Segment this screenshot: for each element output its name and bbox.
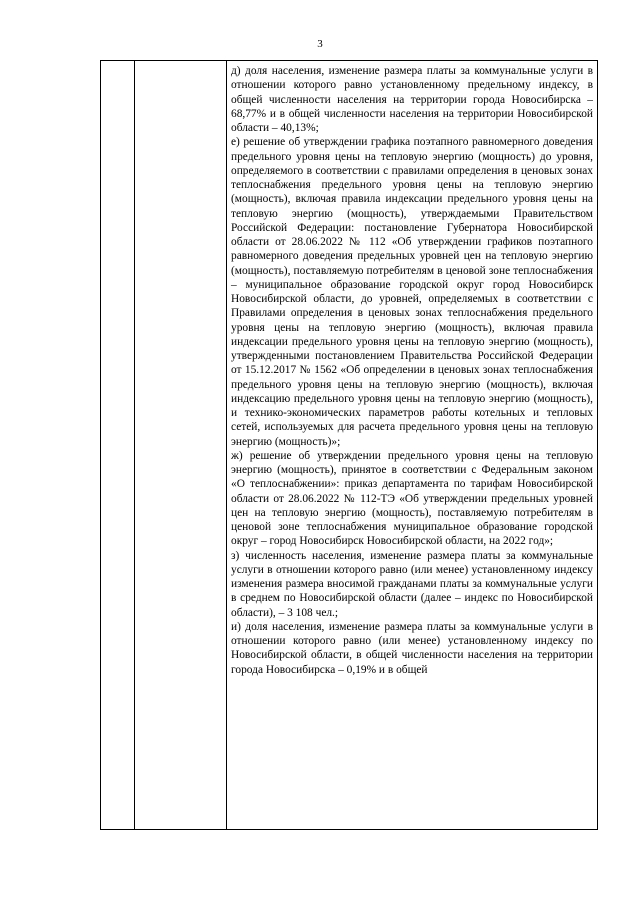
table-column-divider-2 bbox=[226, 61, 227, 829]
paragraph-zh: ж) решение об утверждении предельного уровня цены на тепловую энергию (мощность), принятое в соответствии с Федеральным законом «О теплоснабжении»: приказ департамента по тарифам Новосибирской области от 28.06.2022 № 112-ТЭ «Об утверждении предельных уровней цен на тепловую энергию (мощность), поставляемую потребителям в ценовой зоне теплоснабжения муниципальное образование городской округ – город Новосибирск Новосибирской области, на 2022 год»; bbox=[231, 449, 593, 548]
table-content-cell bbox=[231, 64, 593, 677]
table-column-divider-1 bbox=[134, 61, 135, 829]
paragraph-z: з) численность населения, изменение размера платы за коммунальные услуги в отношении которого равно (или менее) установленному индексу изменения размера вносимой гражданами платы за коммунальные услуги в среднем по Новосибирской области (далее – индекс по Новосибирской области), – 3 108 чел.; bbox=[231, 549, 593, 619]
table-frame bbox=[100, 60, 598, 830]
paragraph-d: д) доля населения, изменение размера платы за коммунальные услуги в отношении которого равно установленному предельному индексу, в общей численности населения на территории города Новосибирска – 68,77% и в общей численности населения на территории Новосибирской области – 40,13%; bbox=[231, 65, 593, 134]
paragraph-e: е) решение об утверждении графика поэтапного равномерного доведения предельного уровня цены на тепловую энергию (мощность) до уровня, определяемого в соответствии с правилами определения в ценовых зонах теплоснабжения предельного уровня цены на тепловую энергию (мощность), включая правила индексации предельного уровня цены на тепловую энергию (мощность), утверждаемыми Правительством Российской Федерации: постановление Губернатора Новосибирской области от 28.06.2022 № 112 «Об утверждении графиков поэтапного равномерного доведения предельных уровней цен на тепловую энергию (мощность), поставляемую потребителям в ценовой зоне теплоснабжения – муниципальное образование городской округ город Новосибирск Новосибирской области, до уровней, определяемых в соответствии с Правилами определения в ценовых зонах теплоснабжения предельного уровня цены на тепловую энергию (мощность), включая правила индексации предельного уровня цены на тепловую энергию (мощность), утвержденными постановлением Правительства Российской Федерации от 15.12.2017 № 1562 «Об определении в ценовых зонах теплоснабжения предельного уровня цены на тепловую энергию (мощность), включая индексацию предельного уровня цены на тепловую энергию (мощность), и технико-экономических параметров работы котельных и тепловых сетей, используемых для расчета предельного уровня цены на тепловую энергию (мощность)»; bbox=[231, 136, 593, 448]
paragraph-i: и) доля населения, изменение размера платы за коммунальные услуги в отношении которого равно (или менее) установленному индексу по Новосибирской области, в общей численности населения на территории города Новосибирска – 0,19% и в общей bbox=[231, 620, 593, 676]
page-number: 3 bbox=[317, 38, 323, 50]
